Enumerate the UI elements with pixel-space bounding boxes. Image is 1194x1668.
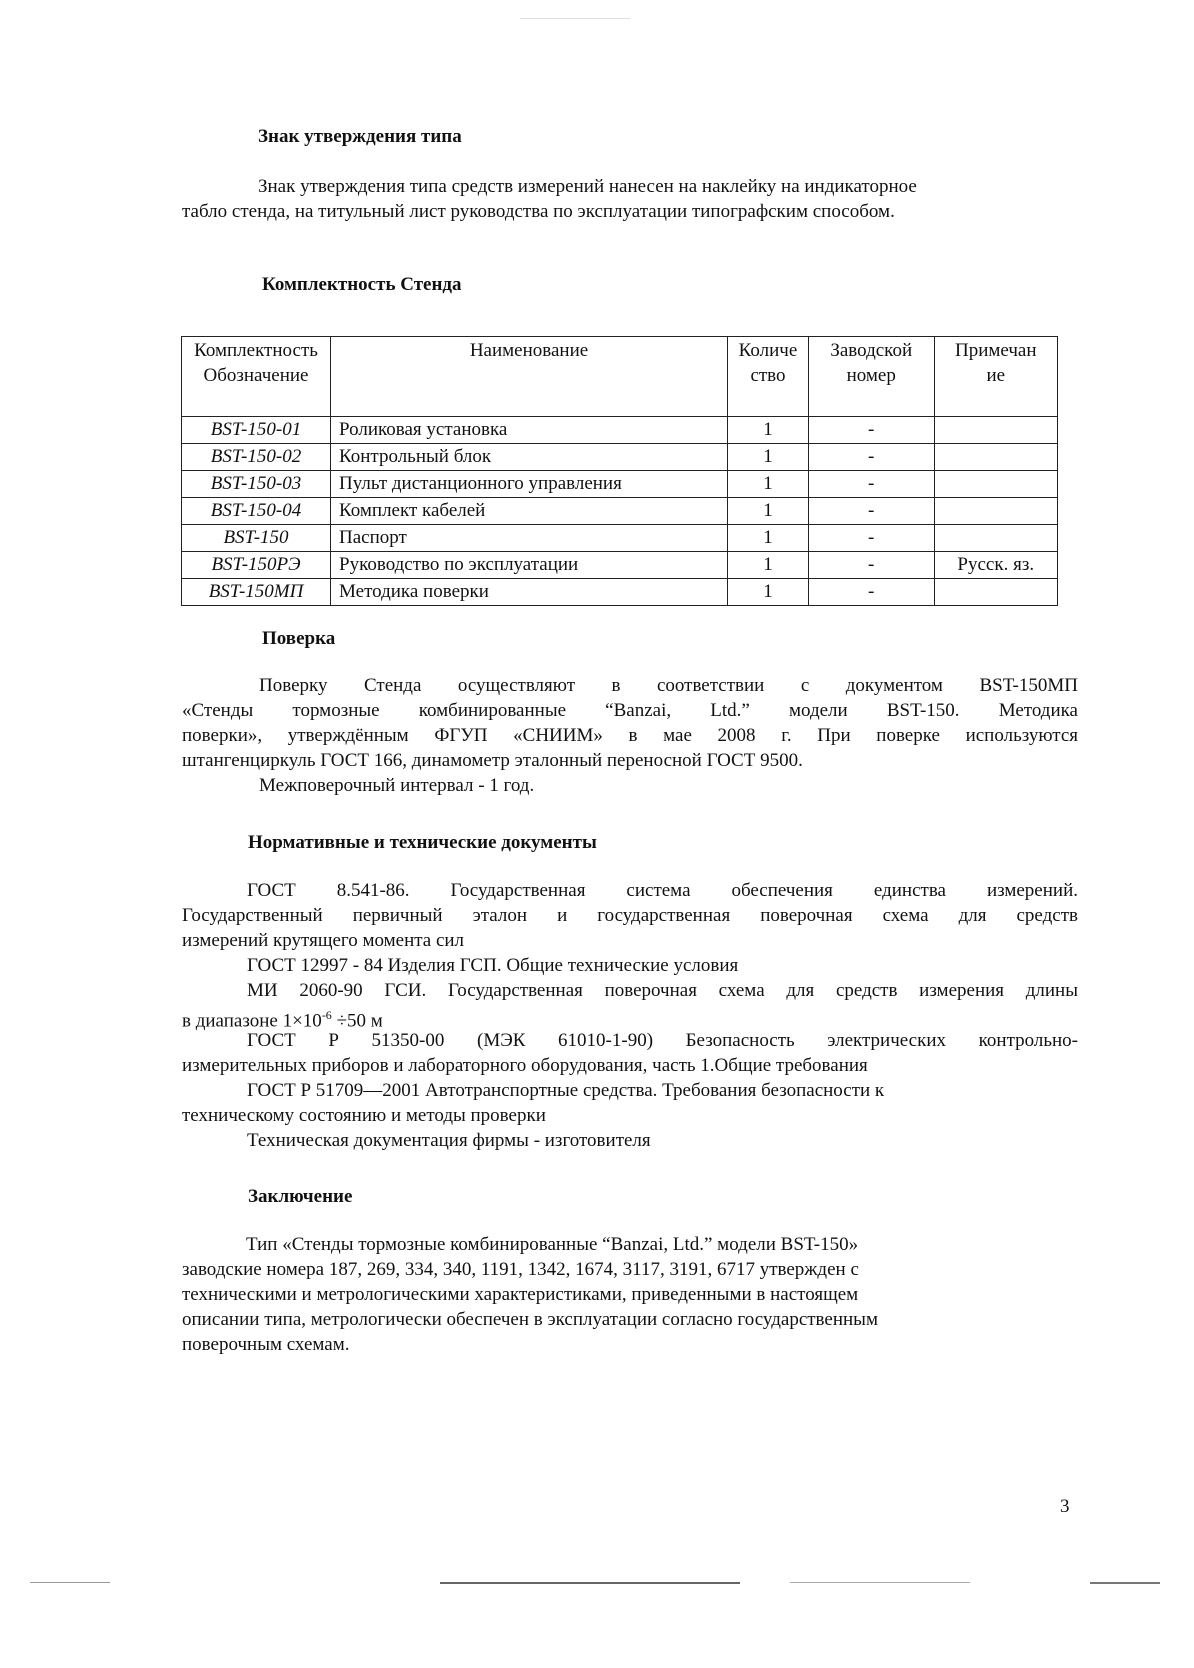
cell-code: BST-150 <box>182 525 331 552</box>
cell-qty: 1 <box>728 525 809 552</box>
paragraph-conclusion-line-5: поверочным схемам. <box>182 1334 350 1355</box>
cell-serial: - <box>808 471 934 498</box>
cell-qty: 1 <box>728 552 809 579</box>
cell-serial: - <box>808 525 934 552</box>
cell-name: Комплект кабелей <box>331 498 728 525</box>
scan-artifact-bottom-4 <box>1090 1582 1160 1584</box>
paragraph-conclusion-line-2: заводские номера 187, 269, 334, 340, 1191, 1342, 1674, 3117, 3191, 6717 утвержден с <box>182 1259 859 1280</box>
cell-serial: - <box>808 552 934 579</box>
paragraph-conclusion-line-4: описании типа, метрологически обеспечен в эксплуатации согласно государственным <box>182 1309 878 1330</box>
cell-serial: - <box>808 579 934 606</box>
table-row <box>182 444 1058 471</box>
column-header-code: Комплектность Обозначение <box>182 337 331 417</box>
paragraph-conclusion-line-3: техническими и метрологическими характеристиками, приведенными в настоящем <box>182 1284 859 1305</box>
column-header-serial: Заводской номер <box>808 337 934 417</box>
cell-code: BST-150-03 <box>182 471 331 498</box>
heading-verification: Поверка <box>262 628 336 649</box>
cell-qty: 1 <box>728 498 809 525</box>
table-row <box>182 552 1058 579</box>
cell-qty: 1 <box>728 417 809 444</box>
scan-artifact-bottom-2 <box>440 1582 740 1584</box>
paragraph-documents-line-5: МИ 2060-90 ГСИ. Государственная поверочная схема для средств измерения длины <box>247 980 1078 1001</box>
cell-name: Контрольный блок <box>331 444 728 471</box>
column-header-name: Наименование <box>331 337 728 417</box>
cell-code: BST-150МП <box>182 579 331 606</box>
paragraph-type-mark-line-2: табло стенда, на титульный лист руководства по эксплуатации типографским способом. <box>182 201 895 222</box>
cell-name: Роликовая установка <box>331 417 728 444</box>
scan-artifact-top <box>520 18 630 19</box>
cell-serial: - <box>808 498 934 525</box>
heading-type-mark: Знак утверждения типа <box>258 126 462 147</box>
kit-table-header-row <box>182 337 1058 417</box>
paragraph-documents-line-8: измерительных приборов и лабораторного оборудования, часть 1.Общие требования <box>182 1055 868 1076</box>
cell-name: Руководство по эксплуатации <box>331 552 728 579</box>
cell-note <box>934 525 1057 552</box>
column-header-qty: Количе ство <box>728 337 809 417</box>
cell-name: Паспорт <box>331 525 728 552</box>
cell-note <box>934 444 1057 471</box>
cell-name: Методика поверки <box>331 579 728 606</box>
cell-qty: 1 <box>728 471 809 498</box>
cell-note <box>934 417 1057 444</box>
scan-artifact-bottom-1 <box>30 1582 110 1583</box>
range-unit: ÷50 м <box>331 1010 383 1032</box>
cell-note <box>934 579 1057 606</box>
paragraph-verification-line-4: штангенциркуль ГОСТ 166, динамометр эталонный переносной ГОСТ 9500. <box>182 750 803 771</box>
range-exponent: -6 <box>321 1008 332 1022</box>
paragraph-documents-line-3: измерений крутящего момента сил <box>182 930 465 951</box>
cell-qty: 1 <box>728 444 809 471</box>
paragraph-documents-line-10: техническому состоянию и методы проверки <box>182 1105 546 1126</box>
table-row <box>182 471 1058 498</box>
cell-serial: - <box>808 417 934 444</box>
cell-code: BST-150РЭ <box>182 552 331 579</box>
paragraph-documents-line-4: ГОСТ 12997 - 84 Изделия ГСП. Общие технические условия <box>247 955 739 976</box>
paragraph-type-mark-line-1: Знак утверждения типа средств измерений нанесен на наклейку на индикаторное <box>258 176 917 197</box>
table-row <box>182 525 1058 552</box>
cell-note <box>934 471 1057 498</box>
table-row <box>182 498 1058 525</box>
kit-table <box>181 336 1058 606</box>
cell-name: Пульт дистанционного управления <box>331 471 728 498</box>
paragraph-verification-line-5: Межповерочный интервал - 1 год. <box>259 775 535 796</box>
heading-kit: Комплектность Стенда <box>262 274 462 295</box>
cell-serial: - <box>808 444 934 471</box>
heading-documents: Нормативные и технические документы <box>248 832 597 853</box>
range-text: в диапазоне 1×10 <box>182 1010 322 1032</box>
column-header-note: Примечан ие <box>934 337 1057 417</box>
paragraph-documents-line-7: ГОСТ Р 51350-00 (МЭК 61010-1-90) Безопасность электрических контрольно- <box>247 1030 1078 1051</box>
cell-code: BST-150-04 <box>182 498 331 525</box>
table-row <box>182 417 1058 444</box>
table-row <box>182 579 1058 606</box>
cell-note: Русск. яз. <box>934 552 1057 579</box>
cell-qty: 1 <box>728 579 809 606</box>
paragraph-documents-line-11: Техническая документация фирмы - изготовителя <box>247 1130 651 1151</box>
paragraph-verification-line-3: поверки», утверждённым ФГУП «СНИИМ» в мае 2008 г. При поверке используются <box>182 725 1078 746</box>
cell-code: BST-150-02 <box>182 444 331 471</box>
paragraph-documents-line-9: ГОСТ Р 51709—2001 Автотранспортные средства. Требования безопасности к <box>247 1080 885 1101</box>
scan-artifact-bottom-3 <box>790 1582 970 1583</box>
paragraph-verification-line-1: Поверку Стенда осуществляют в соответствии с документом BST-150МП <box>259 675 1078 696</box>
cell-note <box>934 498 1057 525</box>
cell-code: BST-150-01 <box>182 417 331 444</box>
paragraph-verification-line-2: «Стенды тормозные комбинированные “Banzai, Ltd.” модели BST-150. Методика <box>182 700 1078 721</box>
page-number: 3 <box>1060 1496 1070 1517</box>
paragraph-documents-line-1: ГОСТ 8.541-86. Государственная система обеспечения единства измерений. <box>247 880 1078 901</box>
heading-conclusion: Заключение <box>248 1186 353 1207</box>
paragraph-documents-line-2: Государственный первичный эталон и государственная поверочная схема для средств <box>182 905 1078 926</box>
paragraph-conclusion-line-1: Тип «Стенды тормозные комбинированные “Banzai, Ltd.” модели BST-150» <box>246 1234 859 1255</box>
